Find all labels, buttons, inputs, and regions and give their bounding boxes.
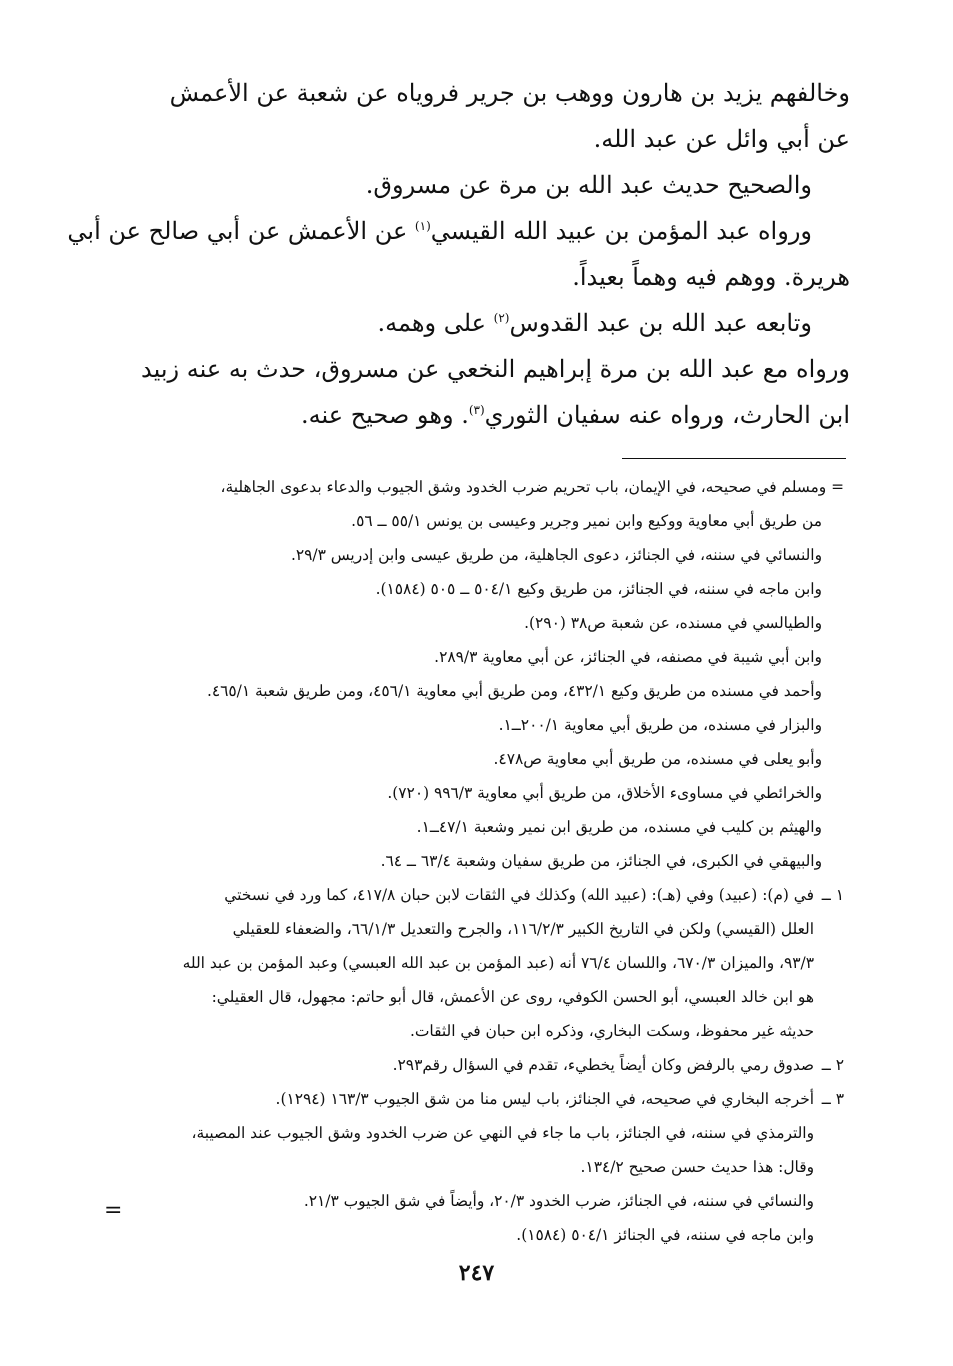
footnote-number: ١ ــ bbox=[821, 886, 844, 904]
main-line-8 bbox=[138, 392, 850, 438]
main-line-4-tail: عن الأعمش عن أبي صالح عن أبي bbox=[67, 217, 415, 245]
note-continued-line: والبزار في مسنده، من طريق أبي معاوية ٢٠٠/١ــ١. bbox=[498, 716, 822, 734]
footnote-number: ٣ ــ bbox=[821, 1090, 844, 1108]
main-line-8-text: ابن الحارث، ورواه عنه سفيان الثوري bbox=[484, 401, 850, 429]
footnote-text: صدوق رمي بالرفض وكان أيضاً يخطيء، تقدم في السؤال رقم٢٩٣. bbox=[392, 1056, 814, 1074]
page-number: ٢٤٧ bbox=[458, 1260, 495, 1286]
main-line-6-text: وتابعه عبد الله بن عبد القدوس bbox=[509, 309, 812, 337]
footnote-ref-1: (١) bbox=[414, 219, 431, 233]
footnote-text: أخرجه البخاري في صحيحه، في الجنائز، باب ليس منا من شق الجيوب ١٦٣/٣ (١٢٩٤). bbox=[275, 1090, 814, 1108]
main-line-2: عن أبي وائل عن عبد الله. bbox=[593, 125, 850, 153]
footnote-1-line: ٩٣/٣، والميزان ٦٧٠/٣، واللسان ٧٦/٤ أنه (عبد المؤمن بن عبد الله العبسي) وعبد المؤمن بن عبد الله bbox=[182, 954, 814, 972]
note-continued-line: وابن ماجه في سننه، في الجنائز، من طريق وكيع ٥٠٤/١ ــ ٥٠٥ (١٥٨٤). bbox=[375, 580, 822, 598]
footnote-3-line: والترمذي في سننه، في الجنائز، باب ما جاء في النهي عن ضرب الخدود وشق الجيوب عند المصيبة، bbox=[191, 1124, 814, 1142]
main-line-4 bbox=[67, 208, 850, 254]
main-line-3: والصحيح حديث عبد الله بن مرة عن مسروق. bbox=[365, 171, 812, 199]
footnote-2-line bbox=[132, 1048, 844, 1082]
footnote-1-line: العلل (القيسي) ولكن في التاريخ الكبير ١١٦/٢/٣، والجرح والتعديل ٦٦/١/٣، والضعفاء للعقيلي bbox=[232, 920, 814, 938]
note-continued-line: والخرائطي في مساوىء الأخلاق، من طريق أبي معاوية ٩٩٦/٣ (٧٢٠). bbox=[387, 784, 822, 802]
footnote-ref-2: (٢) bbox=[493, 311, 510, 325]
note-continued-line: وأحمد في مسنده من طريق وكيع ٤٣٢/١، ومن طريق أبي معاوية ٤٥٦/١، ومن طريق شعبة ٤٦٥/١. bbox=[206, 682, 822, 700]
footnote-1-line: هو ابن خالد العبسي، أبو الحسن الكوفي، روى عن الأعمش، قال أبو حاتم: مجهول، قال العقيلي: bbox=[211, 988, 814, 1006]
footnote-ref-3: (٣) bbox=[468, 403, 485, 417]
main-text bbox=[67, 70, 850, 438]
main-line-1: وخالفهم يزيد بن هارون ووهب بن جرير فروياه عن شعبة عن الأعمش bbox=[169, 79, 850, 107]
note-continued-line: وابن أبي شيبة في مصنفه، في الجنائز، عن أبي معاوية ٢٨٩/٣. bbox=[434, 648, 822, 666]
footnote-number: ٢ ــ bbox=[821, 1056, 844, 1074]
footnote-1-line: حديثه غير محفوظ، وسكت البخاري، وذكره ابن حبان في الثقات. bbox=[410, 1022, 814, 1040]
footnote-separator bbox=[622, 458, 846, 459]
main-line-6-tail: على وهمه. bbox=[377, 309, 494, 337]
footnote-3-line: والنسائي في سننه، في الجنائز، ضرب الخدود ٢٠/٣، وأيضاً في شق الجيوب ٢١/٣. bbox=[303, 1192, 814, 1210]
continuation-mark: = bbox=[104, 1198, 123, 1223]
note-continued-line: والهيثم بن كليب في مسنده، من طريق ابن نمير وشعبة ٤٧/١ــ١. bbox=[416, 818, 822, 836]
footnotes-area bbox=[132, 470, 844, 1252]
note-continued-line: من طريق أبي معاوية ووكيع وابن نمير وجرير وعيسى بن يونس ٥٥/١ ــ ٥٦. bbox=[351, 512, 822, 530]
note-continued-line: والبيهقي في الكبرى، في الجنائز، من طريق سفيان وشعبة ٦٣/٤ ــ ٦٤. bbox=[380, 852, 822, 870]
note-continued-line: والطيالسي في مسنده، عن شعبة ص٣٨ (٢٩٠). bbox=[524, 614, 822, 632]
footnote-3-line bbox=[132, 1082, 844, 1116]
footnote-1-line bbox=[132, 878, 844, 912]
footnote-text: في (م): (عبيد) وفي (هـ): (عبيد الله) وكذلك في الثقات لابن حبان ٤١٧/٨، كما ورد في نسختي bbox=[224, 886, 814, 904]
footnote-3-line: وقال: هذا حديث حسن صحيح ١٣٤/٢. bbox=[580, 1158, 814, 1176]
main-line-6 bbox=[138, 300, 850, 346]
footnote-3-line: وابن ماجه في سننه، في الجنائز ٥٠٤/١ (١٥٨٤). bbox=[516, 1226, 814, 1244]
note-continued-line: = ومسلم في صحيحه، في الإيمان، باب تحريم ضرب الخدود وشق الجيوب والدعاء بدعوى الجاهلية، bbox=[220, 478, 844, 496]
main-line-4-text: ورواه عبد المؤمن بن عبيد الله القيسي bbox=[430, 217, 812, 245]
note-continued-line: والنسائي في سننه، في الجنائز، دعوى الجاهلية، من طريق عيسى وابن إدريس ٢٩/٣. bbox=[290, 546, 822, 564]
main-line-8-tail: . وهو صحيح عنه. bbox=[301, 401, 469, 429]
note-continued-line: وأبو يعلى في مسنده، من طريق أبي معاوية ص٤٧٨. bbox=[493, 750, 822, 768]
main-line-7: ورواه مع عبد الله بن مرة إبراهيم النخعي عن مسروق، حدث به عنه زبيد bbox=[141, 355, 850, 383]
main-line-5: هريرة. ووهم فيه وهماً بعيداً. bbox=[572, 263, 850, 291]
